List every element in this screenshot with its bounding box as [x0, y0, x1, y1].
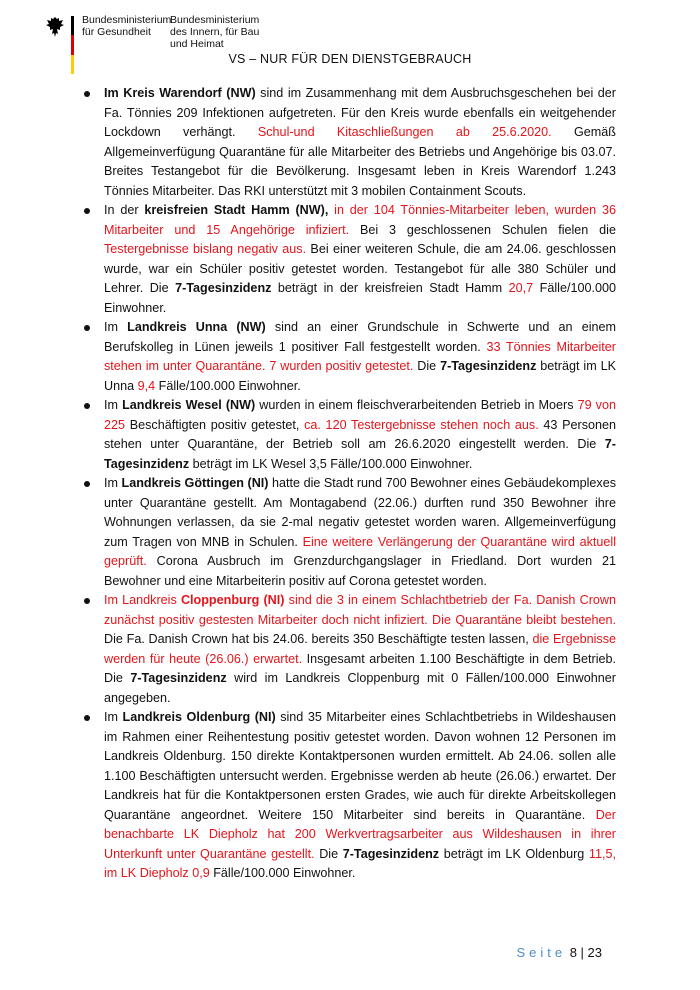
text-run: beträgt in der kreisfreien Stadt Hamm	[271, 281, 509, 295]
text-run: Bei 3 geschlossenen Schulen fielen die	[349, 222, 616, 237]
text-run: kreisfreien Stadt Hamm (NW),	[144, 203, 329, 217]
text-run: 43 Personen stehen unter Quarantäne, der Betrieb soll am 26.6.2020 eingestellt werden. Die	[104, 417, 617, 451]
report-item	[64, 318, 616, 396]
text-run: 7-Tagesinzidenz	[440, 359, 537, 373]
bullet-icon	[84, 598, 90, 604]
bullet-icon	[84, 325, 90, 331]
text-run: ca. 120 Testergebnisse stehen noch aus.	[304, 417, 539, 432]
text-run: beträgt im LK Unna	[104, 359, 616, 393]
text-run: Landkreis Unna (NW)	[127, 320, 266, 334]
text-run: in der 104 Tönnies-Mitarbeiter leben, wurden 36 Mitarbeiter und 15 Angehörige infiziert.	[104, 203, 616, 237]
text-run: wird im Landkreis Cloppenburg mit 0 Fällen/100.000 Einwohner angegeben.	[104, 671, 616, 705]
text-run: im LK Diepholz 0,9	[104, 866, 210, 880]
report-item	[64, 201, 616, 318]
text-run: Insgesamt arbeiten 1.100 Beschäftigte in dem Betrieb. Die	[104, 651, 616, 685]
text-run: Beschäftigten positiv getestet,	[125, 417, 305, 432]
text-run: Fälle/100.000 Einwohner.	[155, 378, 301, 393]
text-run: Im Kreis Warendorf (NW)	[104, 86, 256, 100]
text-run: hatte die Stadt rund 700 Bewohner eines Gebäudekomplexes unter Quarantäne gestellt. Am Montagabend (22.06.) durften rund 350 Bewohner ihre Wohnungen verlassen, da sie 2-mal negativ getestet worden waren. Allgemeinverfügung zum Tragen von MNB in Schulen.	[104, 476, 616, 549]
text-run: Eine weitere Verlängerung der Quarantäne wird aktuell geprüft.	[104, 534, 616, 568]
page-footer	[516, 945, 602, 960]
text-run: 7-Tagesinzidenz	[104, 437, 616, 471]
bullet-icon	[84, 481, 90, 487]
text-run: 7-Tagesinzidenz	[342, 846, 440, 861]
bullet-icon	[84, 403, 90, 409]
classification-label: VS – NUR FÜR DEN DIENSTGEBRAUCH	[228, 52, 472, 66]
text-run: Landkreis Oldenburg (NI)	[122, 710, 276, 724]
text-run: Im	[104, 320, 128, 334]
text-run: Corona Ausbruch im Grenzdurchgangslager in Friedland. Dort wurden 21 Bewohner und eine Mitarbeiterin positiv auf Corona getestet worden.	[104, 554, 616, 588]
text-run: die Ergebnisse werden für heute (26.06.) erwartet.	[104, 632, 616, 666]
report-item	[64, 84, 616, 201]
text-run: Die	[413, 359, 441, 373]
text-run: Im	[104, 398, 123, 412]
text-run: Fälle/100.000 Einwohner.	[104, 281, 616, 315]
text-run: 7-Tagesinzidenz	[175, 281, 272, 295]
text-run: Die	[314, 846, 343, 861]
text-run: wurden in einem fleischverarbeitenden Betrieb in Moers	[255, 398, 578, 412]
text-run: Landkreis Wesel (NW)	[122, 398, 256, 412]
report-list	[64, 84, 616, 884]
bullet-icon	[84, 91, 90, 97]
text-run: sind die 3 in einem Schlachtbetrieb der Fa. Danish Crown zunächst positiv gestesten Mitarbeiter doch nicht infiziert. Die Quarantäne bleibt bestehen.	[104, 593, 617, 627]
text-run: Bei einer weiteren Schule, die am 24.06. geschlossen wurde, war ein Schüler positiv getestet worden. Testangebot für alle 380 Schüler und Lehrer. Die	[104, 242, 616, 295]
text-run: 79 von 225	[104, 398, 616, 432]
text-run: beträgt im LK Oldenburg	[439, 846, 589, 861]
report-item	[64, 591, 616, 708]
text-run: Schul-und Kitaschließungen ab 25.6.2020.	[257, 125, 552, 139]
text-run: beträgt im LK Wesel 3,5 Fälle/100.000 Einwohner.	[189, 456, 473, 471]
text-run: In der	[104, 203, 145, 217]
text-run: Die Fa. Danish Crown hat bis 24.06. bereits 350 Beschäftigte testen lassen,	[104, 632, 533, 646]
text-run: 20,7	[508, 281, 534, 295]
report-item	[64, 708, 616, 884]
text-run: Gemäß Allgemeinverfügung Quarantäne für alle Mitarbeiter des Betriebs und Angehörige bis 03.07. Breites Testangebot für die Bevölkerung. Insgesamt leben in Kreis Warendorf 1.243 Tönnies Mitarbeiter. Das RKI unterstützt mit 3 mobilen Containment Scouts.	[104, 125, 616, 198]
text-run: Fälle/100.000 Einwohner.	[209, 866, 356, 880]
text-run: 7-Tagesinzidenz	[130, 671, 227, 685]
text-run: Testergebnisse bislang negativ aus.	[104, 242, 307, 256]
ministry-interior: Bundesministerium des Innern, für Bau und Heimat	[170, 14, 260, 50]
federal-eagle-icon	[46, 16, 64, 38]
text-run: Der benachbarte LK Diepholz hat 200 Werkvertragsarbeiter aus Wildeshausen in ihrer Unterkunft unter Quarantäne gestellt.	[104, 807, 616, 861]
text-run: sind an einer Grundschule in Schwerte und an einem Berufskolleg in Lünen jeweils 1 positiver Fall festgestellt worden.	[104, 320, 616, 354]
bullet-icon	[84, 715, 90, 721]
text-run: 11,5,	[588, 846, 616, 861]
text-run: Im	[104, 476, 122, 490]
text-run: sind 35 Mitarbeiter eines Schlachtbetriebs in Wildeshausen im Rahmen einer Reihentestung positiv getestet worden. Davon wohnen 12 Personen im Landkreis Oldenburg. 150 direkte Kontaktpersonen wurden ermittelt. Ab 24.06. sollen alle 1.100 Beschäftigten untersucht werden. Ergebnisse werden ab heute (26.06.) erwartet. Der Landkreis hat für die Kontaktpersonen ersten Grades, wie auch für direkte Arbeitskollegen Quarantäne angeordnet. Weitere 150 Mitarbeiter sind bereits in Quarantäne.	[104, 710, 616, 822]
text-run: Landkreis Göttingen (NI)	[121, 476, 269, 490]
text-run: sind im Zusammenhang mit dem Ausbruchsgeschehen bei der Fa. Tönnies 209 Infektionen aufgetreten. Für den Kreis wurde ebenfalls ein weitgehender Lockdown verhängt.	[104, 86, 616, 139]
text-run: Cloppenburg (NI)	[180, 593, 285, 607]
text-run: Im Landkreis	[104, 593, 181, 607]
bullet-icon	[84, 208, 90, 214]
page-number: 8 | 23	[569, 945, 602, 960]
text-run: Im	[104, 710, 123, 724]
report-item	[64, 396, 616, 474]
footer-label: Seite	[516, 945, 567, 960]
ministry-health: Bundesministerium für Gesundheit	[82, 14, 172, 38]
report-item	[64, 474, 616, 591]
text-run: 9,4	[137, 378, 156, 393]
text-run: 33 Tönnies Mitarbeiter stehen im unter Quarantäne. 7 wurden positiv getestet.	[104, 339, 616, 373]
